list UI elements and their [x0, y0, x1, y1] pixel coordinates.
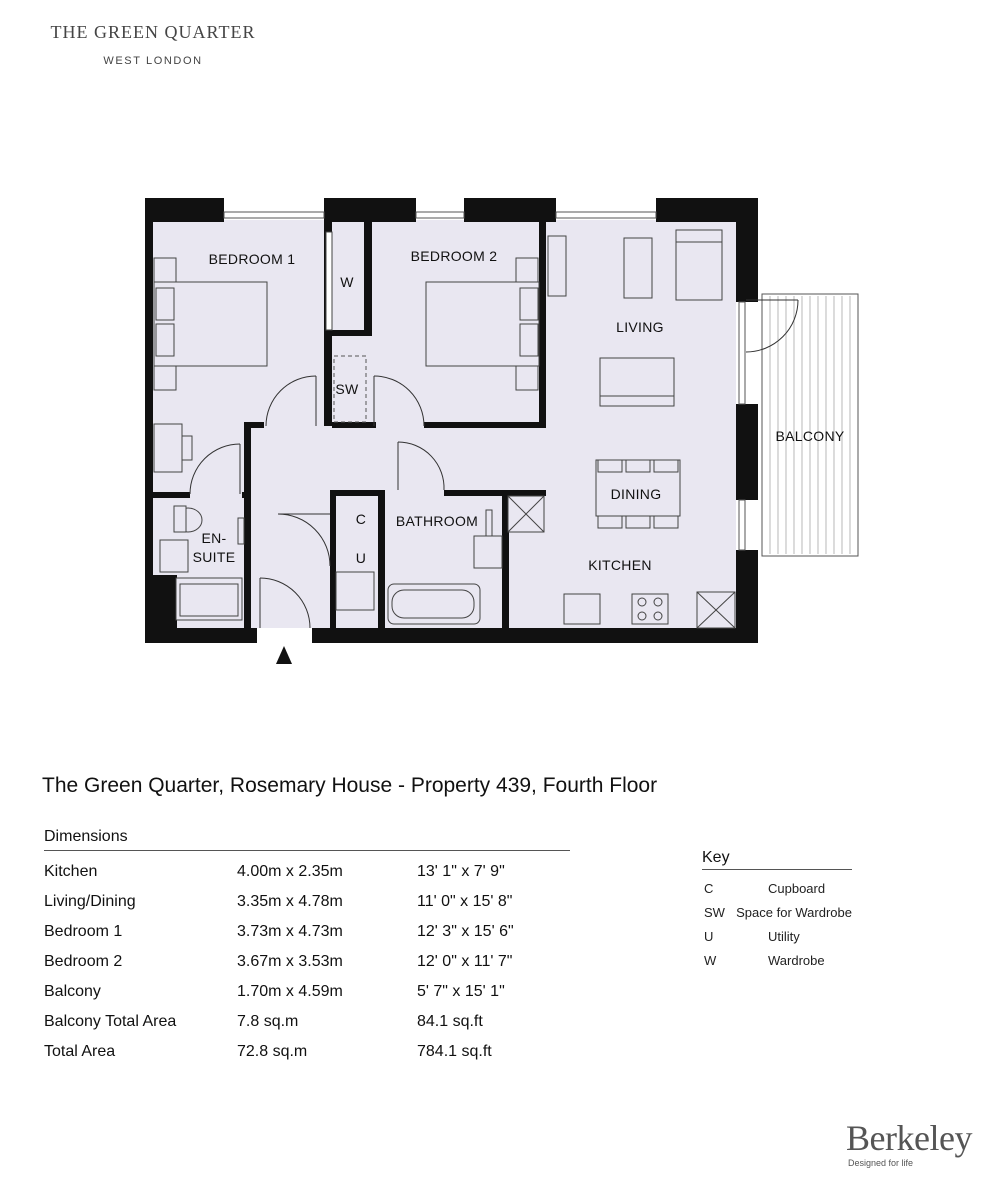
dimension-imperial: 12' 0" x 11' 7": [417, 953, 513, 970]
room-label-ensuite-line2: SUITE: [192, 549, 236, 565]
dimension-room: Balcony Total Area: [44, 1013, 177, 1030]
dimension-imperial: 12' 3" x 15' 6": [417, 923, 514, 940]
property-title: The Green Quarter, Rosemary House - Property 439, Fourth Floor: [42, 774, 658, 797]
dimensions-heading: Dimensions: [44, 828, 570, 851]
dimension-room: Total Area: [44, 1043, 116, 1060]
key-code: C: [704, 880, 714, 896]
logo-tagline: Designed for life: [848, 1158, 914, 1168]
table-row: [44, 887, 570, 917]
dimension-room: Kitchen: [44, 863, 98, 880]
dimension-imperial: 11' 0" x 15' 8": [417, 893, 513, 910]
logo-name: Berkeley: [846, 1118, 972, 1158]
table-row: [44, 1037, 570, 1067]
key-meaning: Cupboard: [768, 880, 826, 896]
dimension-imperial: 13' 1" x 7' 9": [417, 863, 505, 880]
room-label-utility: U: [355, 550, 367, 566]
key-meaning: Wardrobe: [768, 952, 825, 968]
dimension-room: Living/Dining: [44, 893, 136, 910]
room-label-ensuite-line1: EN-: [201, 530, 227, 546]
brand-subtitle: WEST LONDON: [103, 55, 203, 67]
room-label-space-for-wardrobe: SW: [335, 381, 359, 397]
dimension-metric: 72.8 sq.m: [237, 1043, 308, 1060]
table-row: [44, 977, 570, 1007]
room-label-living: LIVING: [616, 319, 664, 335]
dimension-metric: 3.35m x 4.78m: [237, 893, 343, 910]
room-label-bathroom: BATHROOM: [395, 513, 479, 529]
key-code: SW: [704, 904, 725, 920]
dimension-metric: 3.73m x 4.73m: [237, 923, 343, 940]
balcony-deck: [762, 294, 858, 556]
table-row: [44, 1007, 570, 1037]
key-heading: Key: [702, 849, 852, 870]
list-item: [702, 900, 852, 924]
dimension-room: Bedroom 2: [44, 953, 123, 970]
room-label-wardrobe: W: [340, 274, 354, 290]
dimension-imperial: 5' 7" x 15' 1": [417, 983, 505, 1000]
dimension-metric: 7.8 sq.m: [237, 1013, 299, 1030]
key-code: W: [704, 952, 717, 968]
dimension-metric: 3.67m x 3.53m: [237, 953, 343, 970]
room-label-kitchen: KITCHEN: [588, 557, 652, 573]
key-meaning: Space for Wardrobe: [736, 904, 852, 920]
dimension-room: Balcony: [44, 983, 101, 1000]
dimension-room: Bedroom 1: [44, 923, 123, 940]
room-label-dining: DINING: [610, 486, 662, 502]
dimension-metric: 4.00m x 2.35m: [237, 863, 343, 880]
list-item: [702, 876, 852, 900]
dimension-metric: 1.70m x 4.59m: [237, 983, 343, 1000]
room-label-bedroom-2: BEDROOM 2: [410, 248, 498, 264]
brand-title: THE GREEN QUARTER: [50, 22, 256, 42]
key-code: U: [704, 928, 714, 944]
dimension-imperial: 84.1 sq.ft: [417, 1013, 483, 1030]
key-meaning: Utility: [768, 928, 800, 944]
dimension-imperial: 784.1 sq.ft: [417, 1043, 492, 1060]
entrance-arrow-icon: [276, 646, 292, 664]
berkeley-logo: [846, 1118, 972, 1168]
table-row: [44, 917, 570, 947]
table-row: [44, 857, 570, 887]
dimensions-table: [44, 828, 570, 1067]
wardrobe-unit: [326, 232, 332, 330]
list-item: [702, 948, 852, 972]
key-legend: [702, 849, 852, 972]
floor-plan: [0, 180, 1000, 700]
room-label-balcony: BALCONY: [775, 428, 845, 444]
table-row: [44, 947, 570, 977]
room-label-cupboard: C: [355, 511, 367, 527]
list-item: [702, 924, 852, 948]
room-label-bedroom-1: BEDROOM 1: [208, 251, 296, 267]
brand-header: [38, 22, 268, 67]
